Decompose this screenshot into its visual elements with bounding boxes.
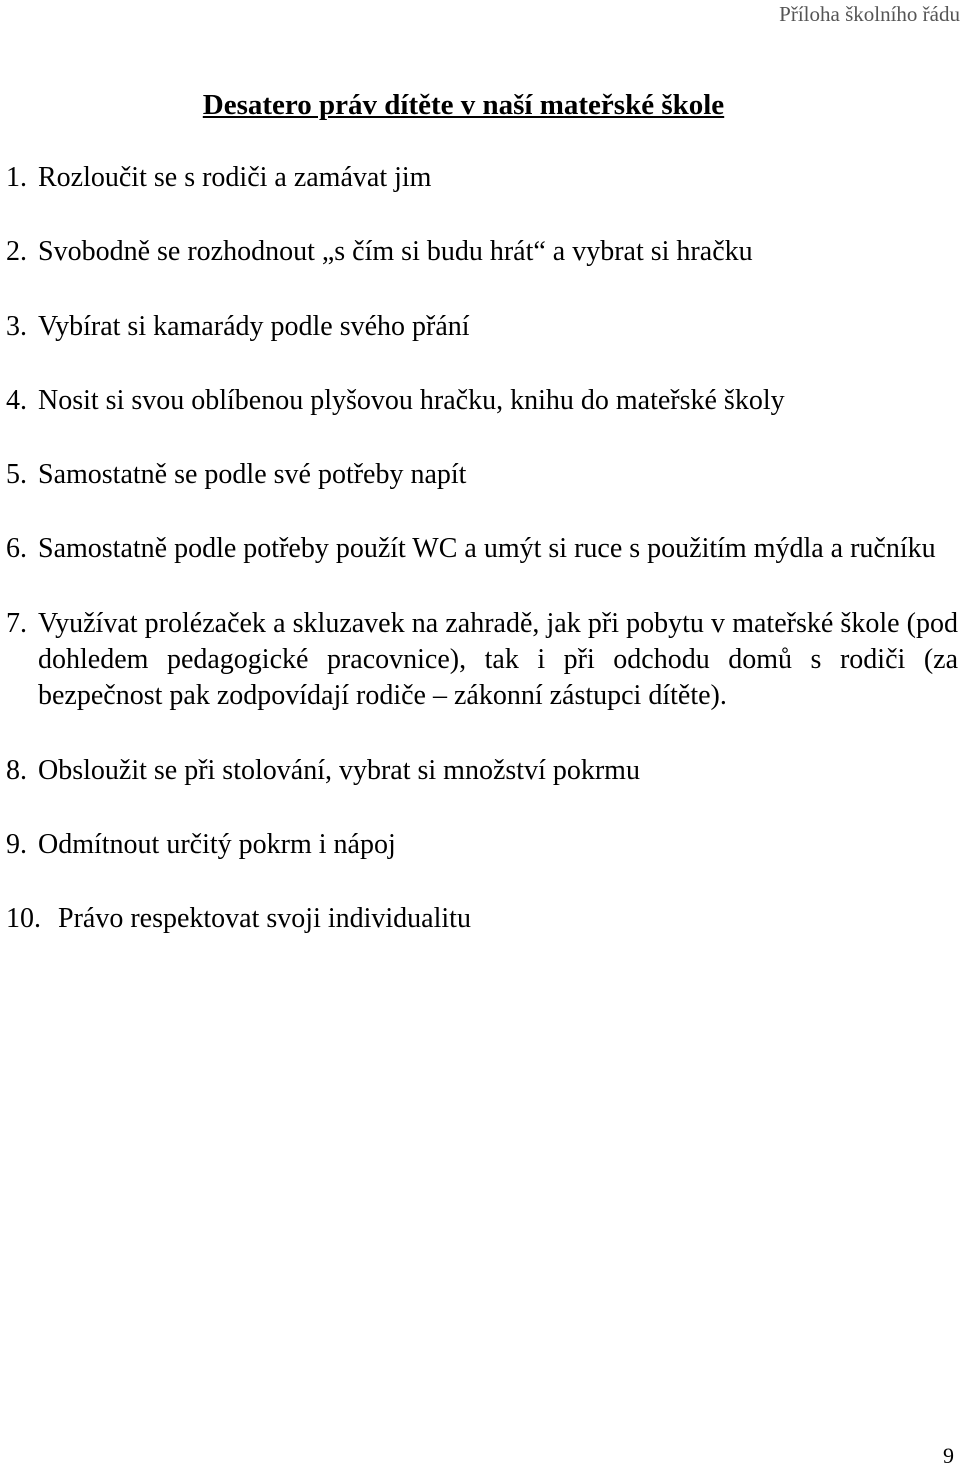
rights-item	[6, 234, 958, 270]
rights-item	[6, 827, 958, 863]
page-number: 9	[943, 1443, 954, 1468]
item-number: 6.	[6, 533, 27, 565]
rights-item	[6, 457, 958, 493]
item-text: Vybírat si kamarády podle svého přání	[38, 310, 470, 342]
rights-item	[6, 753, 958, 789]
item-number: 8.	[6, 754, 27, 786]
header-note: Příloha školního řádu	[779, 2, 960, 26]
item-text: Samostatně podle potřeby použít WC a umýt si ruce s použitím mýdla a ručníku	[38, 533, 936, 565]
rights-item	[6, 531, 958, 567]
item-text: Svobodně se rozhodnout „s čím si budu hrát“ a vybrat si hračku	[38, 236, 753, 268]
document-title: Desatero práv dítěte v naší mateřské škole	[202, 89, 725, 121]
item-text: Samostatně se podle své potřeby napít	[38, 459, 467, 491]
item-text: Právo respektovat svoji individualitu	[58, 903, 471, 935]
item-number: 2.	[6, 236, 27, 268]
rights-list	[6, 160, 958, 976]
item-number: 5.	[6, 459, 27, 491]
rights-item	[6, 309, 958, 345]
rights-item	[6, 606, 958, 715]
rights-item	[6, 901, 958, 937]
item-text: Využívat prolézaček a skluzavek na zahradě, jak při pobytu v mateřské škole (pod dohledem pedagogické pracovnice), tak i při odchodu domů s rodiči (za bezpečnost pak zodpovídají rodiče – zákonní zástupci dítěte).	[38, 607, 958, 712]
item-text: Nosit si svou oblíbenou plyšovou hračku, knihu do mateřské školy	[38, 384, 785, 416]
item-number: 3.	[6, 310, 27, 342]
item-number: 10.	[6, 903, 41, 935]
item-number: 9.	[6, 828, 27, 860]
rights-item	[6, 383, 958, 419]
item-number: 7.	[6, 607, 27, 639]
item-number: 4.	[6, 384, 27, 416]
item-text: Obsloužit se při stolování, vybrat si množství pokrmu	[38, 754, 640, 786]
rights-item	[6, 160, 958, 196]
item-number: 1.	[6, 162, 27, 193]
item-text: Rozloučit se s rodiči a zamávat jim	[38, 162, 432, 193]
item-text: Odmítnout určitý pokrm i nápoj	[38, 828, 396, 860]
